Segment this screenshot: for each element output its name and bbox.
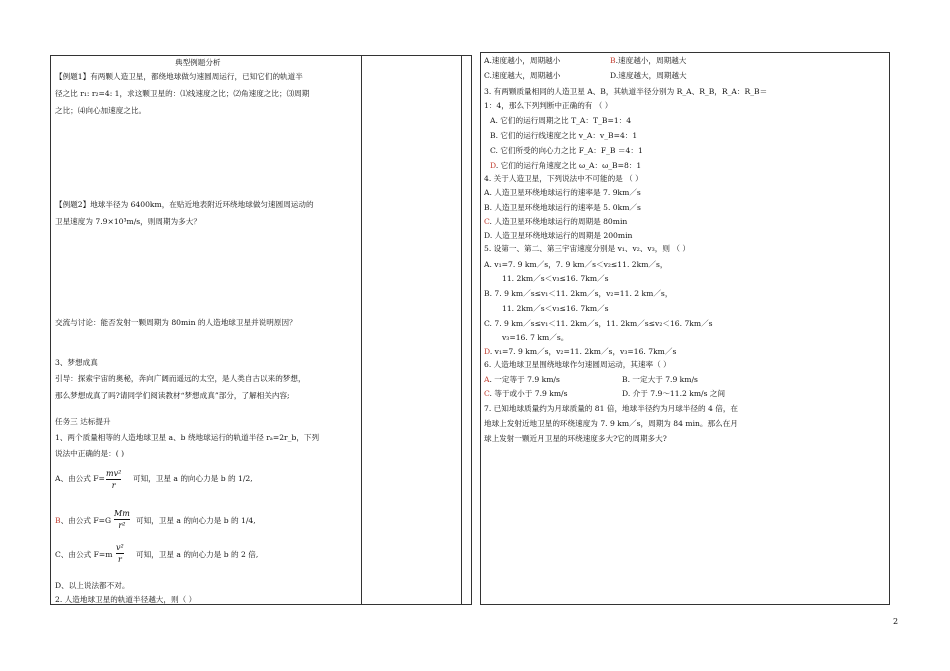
left-column-panel bbox=[50, 55, 462, 605]
left-text-line: 可知，卫星 a 的向心力是 b 的 1/4, bbox=[136, 516, 256, 525]
left-text-line: 【例题1】有两颗人造卫星，都绕地球做匀速圆周运行，已知它们的轨道半 bbox=[55, 72, 303, 81]
fraction-c bbox=[116, 543, 124, 564]
fraction-c-denominator: r bbox=[117, 555, 122, 564]
fraction-b-denominator: r² bbox=[118, 521, 126, 530]
fraction-a-denominator: r bbox=[111, 481, 116, 490]
fraction-b bbox=[114, 509, 130, 530]
answer-letter: A bbox=[484, 375, 490, 384]
left-text-line: 之比；⑷向心加速度之比。 bbox=[55, 106, 147, 115]
right-text-line: D. 它们的运行角速度之比 ω_A：ω_B=8：1 bbox=[490, 161, 642, 170]
answer-letter: D bbox=[484, 347, 490, 356]
fraction-b-numerator: Mm bbox=[114, 509, 130, 518]
right-text-line: D. 介于 7.9～11.2 km/s 之间 bbox=[622, 389, 726, 398]
right-text-line: 4. 关于人造卫星，下列说法中不可能的是 （ ） bbox=[484, 174, 643, 183]
answer-letter: C bbox=[484, 217, 490, 226]
left-text-line: 说法中正确的是：( ) bbox=[55, 449, 125, 458]
left-text-line: 1、两个质量相等的人造地球卫星 a、b 绕地球运行的轨道半径 rₐ=2r_b，下列 bbox=[55, 433, 320, 442]
left-text-line: 交流与讨论：能否发射一颗周期为 80min 的人造地球卫星并说明原因？ bbox=[55, 318, 297, 327]
left-text-line: 径之比 r₁: r₂=4: 1，求这颗卫星的：⑴线速度之比；⑵角速度之比；⑶周期 bbox=[55, 89, 310, 98]
right-text-line: D.速度越大，周期越大 bbox=[610, 71, 687, 80]
right-text-line: C.速度越大，周期越小 bbox=[484, 71, 561, 80]
page-number: 2 bbox=[893, 617, 899, 626]
right-text-line: v₃=16. 7 km／s。 bbox=[502, 333, 569, 342]
left-text-line: C、由公式 F=m bbox=[55, 550, 113, 559]
answer-letter: C bbox=[484, 389, 490, 398]
right-text-line: B. 7. 9 km／s≤v₁＜11. 2km／s，v₂=11. 2 km／s， bbox=[484, 289, 673, 298]
right-text-line: C. 等于或小于 7.9 km/s bbox=[484, 389, 568, 398]
right-text-line: 6. 人造地球卫星围绕地球作匀速圆周运动，其速率（ ） bbox=[484, 360, 671, 369]
left-text-line: 2. 人造地球卫星的轨道半径越大，则（ ） bbox=[55, 595, 197, 604]
left-text-line: 卫星速度为 7.9×10³m/s，则周期为多大？ bbox=[55, 217, 201, 226]
right-text-line: D. v₁=7. 9 km／s，v₂=11. 2km／s，v₃=16. 7km／s bbox=[484, 347, 677, 356]
right-text-line: A.速度越小，周期越小 bbox=[484, 56, 561, 65]
left-text-line: 那么梦想成真了吗?请同学们阅读教材“梦想成真”部分，了解相关内容; bbox=[55, 391, 290, 400]
left-text-line: 可知，卫星 a 的向心力是 b 的 2 倍, bbox=[136, 550, 259, 559]
right-text-line: 11. 2km／s＜v₃≤16. 7km／s bbox=[502, 304, 609, 313]
fraction-a-numerator: mv² bbox=[106, 469, 122, 478]
right-text-line: B. 人造卫星环绕地球运行的速率是 5. 0km／s bbox=[484, 203, 641, 212]
fraction-bar bbox=[106, 479, 121, 480]
right-text-line: A. 人造卫星环绕地球运行的速率是 7. 9km／s bbox=[484, 188, 641, 197]
fraction-a bbox=[106, 469, 121, 490]
right-text-line: C. 7. 9 km／s≤v₁＜11. 2km／s，11. 2km／s≤v₂＜16. 7km／s bbox=[484, 319, 713, 328]
right-text-line: A. v₁=7. 9 km／s，7. 9 km／s＜v₂≤11. 2km／s， bbox=[484, 260, 668, 269]
right-text-line: A. 它们的运行周期之比 T_A：T_B=1：4 bbox=[490, 116, 632, 125]
right-text-line: B.速度越小，周期越大 bbox=[610, 56, 687, 65]
right-text-line: D. 人造卫星环绕地球运行的周期是 200min bbox=[484, 231, 633, 240]
left-text-line: A、由公式 F= bbox=[55, 474, 105, 483]
right-text-line: 7. 已知地球质量约为月球质量的 81 倍，地球半径约为月球半径的 4 倍，在 bbox=[484, 404, 739, 413]
fraction-bar bbox=[116, 553, 124, 554]
right-text-line: 球上发射一颗近月卫星的环绕速度多大?它的周期多大? bbox=[484, 434, 667, 443]
right-text-line: A. 一定等于 7.9 km/s bbox=[484, 375, 560, 384]
left-margin-box bbox=[462, 55, 472, 605]
left-text-line: 引导：探索宇宙的奥秘，奔向广阔而遥远的太空，是人类自古以来的梦想， bbox=[55, 374, 306, 383]
right-text-line: 1：4，那么下列判断中正确的有 （ ） bbox=[484, 101, 613, 110]
left-text-line: 可知，卫星 a 的向心力是 b 的 1/2, bbox=[133, 474, 253, 483]
fraction-bar bbox=[114, 519, 130, 520]
fraction-c-numerator: v² bbox=[116, 543, 124, 552]
answer-letter: D bbox=[490, 161, 496, 170]
right-text-line: 5. 设第一、第二、第三宇宙速度分别是 v₁、v₂、v₃，则 （ ） bbox=[484, 244, 690, 253]
right-text-line: 3. 有两颗质量相同的人造卫星 A、B，其轨道半径分别为 R_A、R_B，R_A：R_B＝ bbox=[484, 87, 768, 96]
left-text-line: 任务三 达标提升 bbox=[55, 417, 111, 426]
left-text-line: B、由公式 F=G bbox=[55, 516, 112, 525]
section-title: 典型例题分析 bbox=[175, 58, 221, 67]
answer-letter: B bbox=[610, 56, 616, 65]
right-text-line: C. 它们所受的向心力之比 F_A：F_B ＝4：1 bbox=[490, 146, 643, 155]
right-text-line: 11. 2km／s＜v₃≤16. 7km／s bbox=[502, 274, 609, 283]
right-text-line: 地球上发射近地卫星的环绕速度为 7. 9 km／s，周期为 84 min。那么在月 bbox=[484, 419, 738, 428]
right-text-line: B. 它们的运行线速度之比 v_A：v_B=4：1 bbox=[490, 131, 638, 140]
left-text-line: D、以上说法都不对。 bbox=[55, 581, 130, 590]
left-text-line: 【例题2】地球半径为 6400km，在贴近地表附近环绕地球做匀速圆周运动的 bbox=[55, 200, 314, 209]
right-text-line: C. 人造卫星环绕地球运行的周期是 80min bbox=[484, 217, 628, 226]
left-text-line: 3、梦想成真 bbox=[55, 358, 98, 367]
column-divider bbox=[361, 56, 362, 604]
answer-letter: B bbox=[55, 516, 61, 525]
right-text-line: B. 一定大于 7.9 km/s bbox=[622, 375, 698, 384]
